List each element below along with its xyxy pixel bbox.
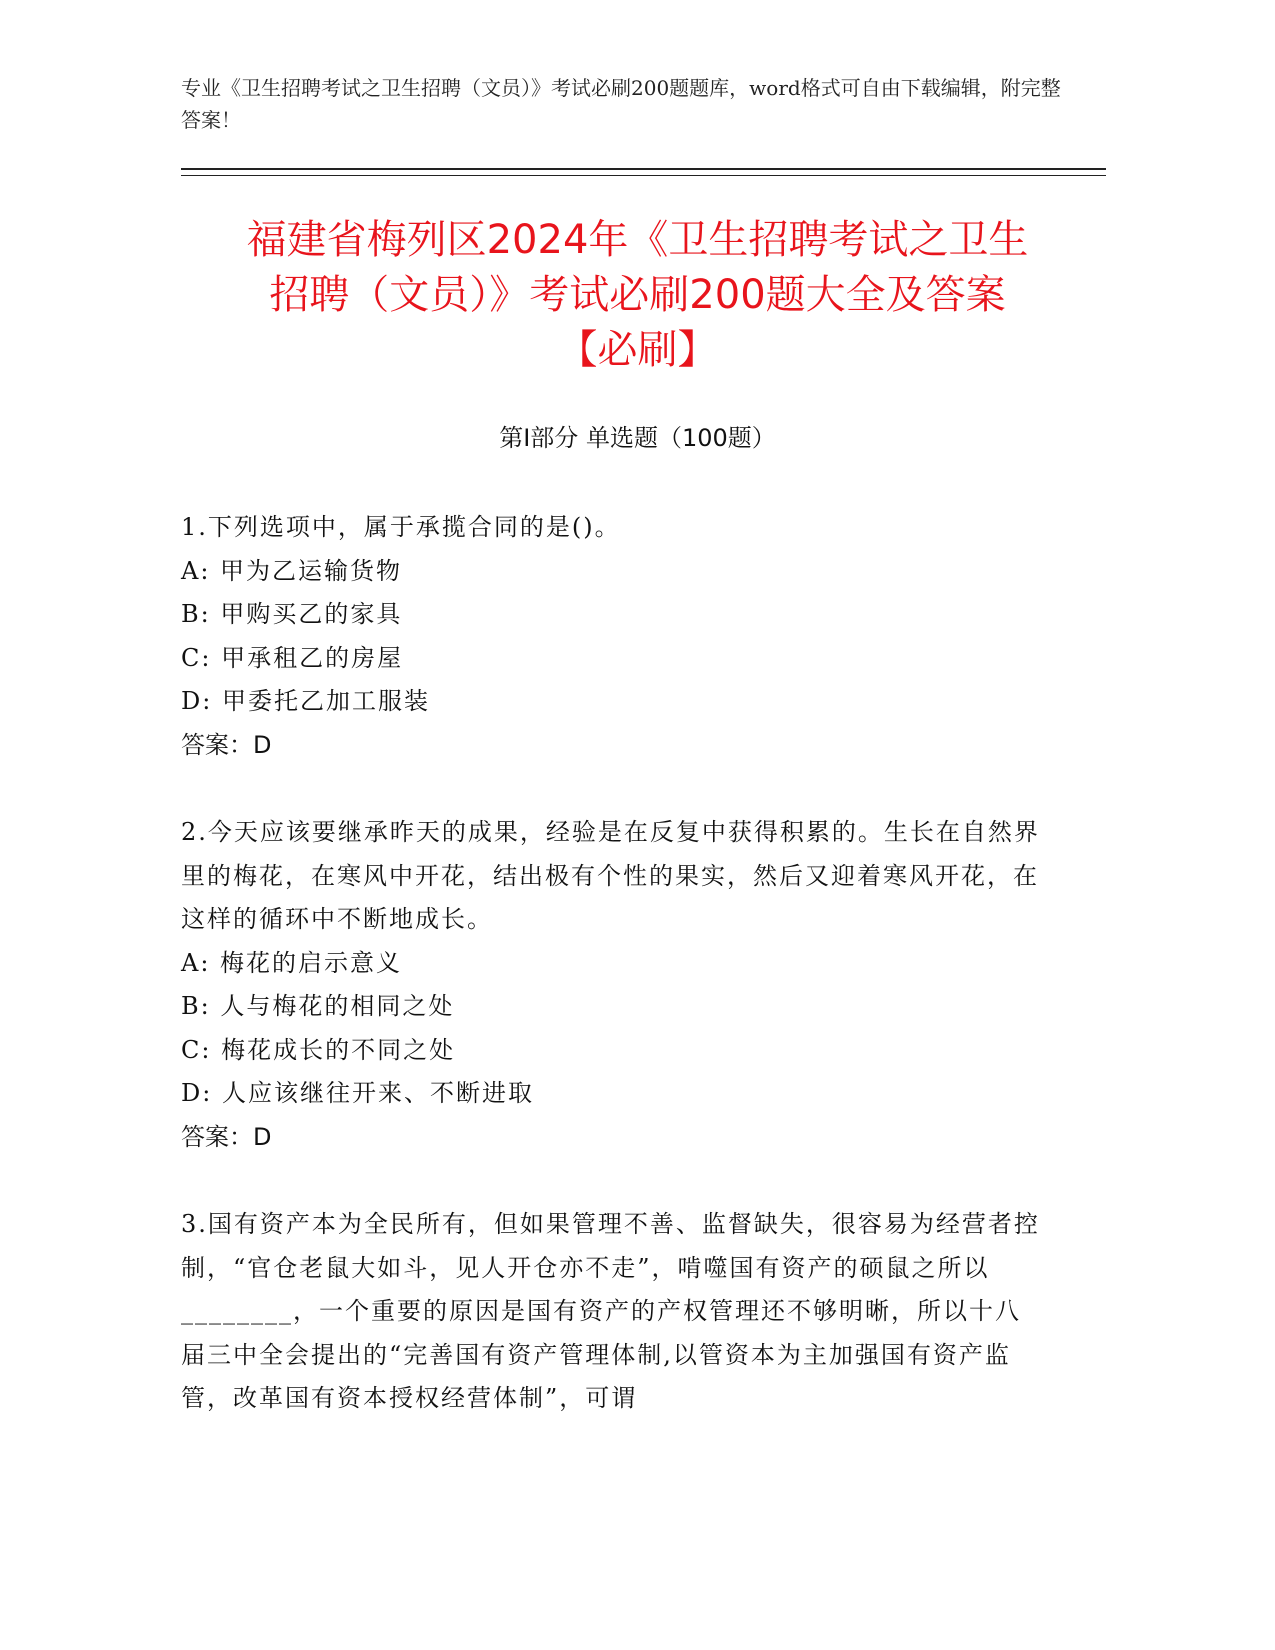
document-title-line-3: 【必刷】	[557, 327, 718, 373]
option-b: B: 甲购买乙的家具	[181, 600, 403, 628]
option-a: A: 梅花的启示意义	[181, 948, 403, 977]
question-1	[181, 506, 1041, 767]
answer: 答案：D	[181, 1122, 272, 1151]
answer: 答案：D	[181, 730, 272, 759]
header-note: 专业《卫生招聘考试之卫生招聘（文员）》考试必刷200题题库，word格式可自由下载编辑，附完整答案！	[181, 76, 1061, 132]
option-c: C: 梅花成长的不同之处	[181, 1035, 456, 1064]
option-d: D: 人应该继往开来、不断进取	[181, 1079, 534, 1107]
question-3	[181, 1203, 1041, 1421]
question-text: 2.今天应该要继承昨天的成果，经验是在反复中获得积累的。生长在自然界里的梅花，在寒风中开花，结出极有个性的果实，然后又迎着寒风开花，在这样的循环中不断地成长。	[181, 818, 1040, 933]
question-text: 1.下列选项中，属于承揽合同的是()。	[181, 513, 621, 541]
option-a: A: 甲为乙运输货物	[181, 556, 403, 585]
option-c: C: 甲承租乙的房屋	[181, 643, 404, 672]
document-title-line-2: 招聘（文员）》考试必刷200题大全及答案	[269, 272, 1006, 318]
header-divider-thin	[181, 175, 1106, 176]
section-title: 第Ⅰ部分 单选题（100题）	[499, 424, 776, 452]
question-text: 3.国有资产本为全民所有，但如果管理不善、监督缺失，很容易为经营者控制，“官仓老鼠大如斗，见人开仓亦不走”，啃噬国有资产的硕鼠之所以________，一个重要的原因是国有资产的产权管理还不够明晰，所以十八届三中全会提出的“完善国有资产管理体制,以管资本为主加强国有资产监管，改革国有资本授权经营体制”，可谓	[181, 1210, 1040, 1412]
question-2	[181, 811, 1041, 1159]
document-title-line-1: 福建省梅列区2024年《卫生招聘考试之卫生	[246, 217, 1029, 263]
document-title	[150, 213, 1125, 378]
option-d: D: 甲委托乙加工服装	[181, 687, 430, 715]
question-list	[181, 506, 1041, 1465]
header-divider-thick	[181, 168, 1106, 170]
option-b: B: 人与梅花的相同之处	[181, 992, 455, 1020]
